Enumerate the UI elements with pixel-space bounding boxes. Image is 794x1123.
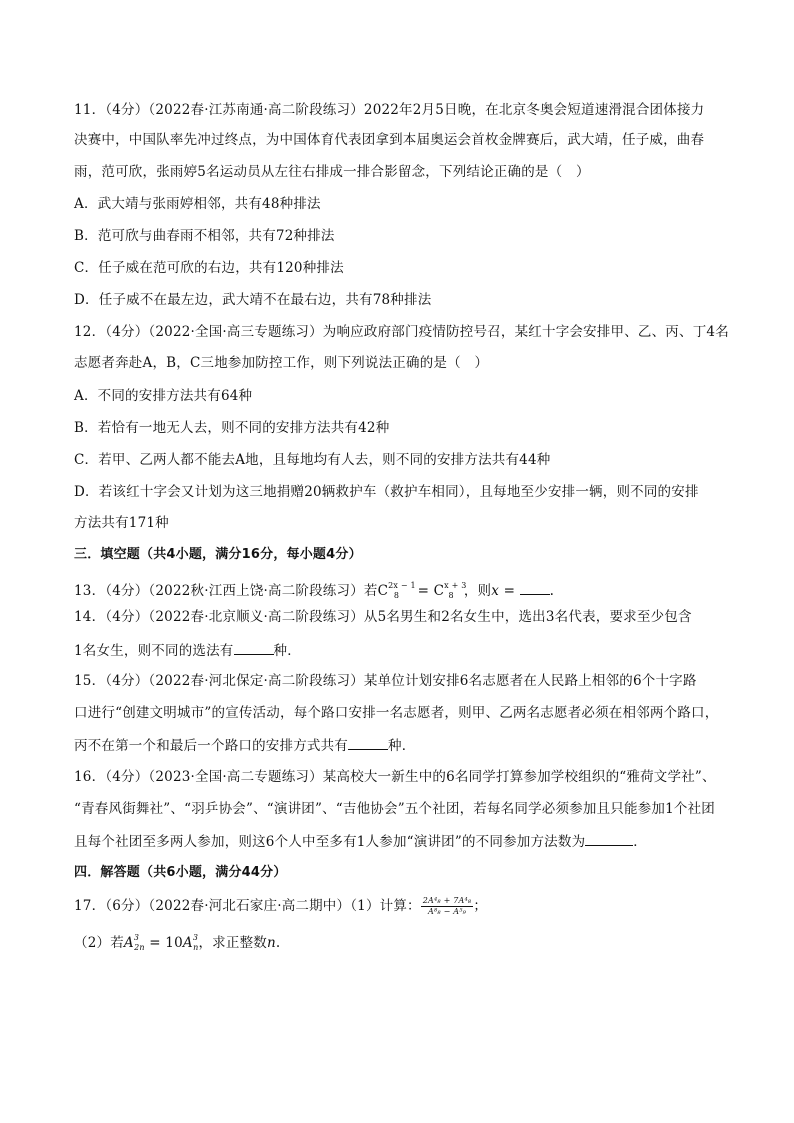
q17-line-2: （2）若$A^3_{2n} = 10A^3_n$，求正整数n. xyxy=(74,933,281,952)
q16-line-3: 且每个社团至多两人参加，则这6个人中至多有1人参加“演讲团”的不同参加方法数为 ． xyxy=(74,831,647,852)
q12-option-a: A．不同的安排方法共有64种 xyxy=(74,388,253,404)
q17-fraction: $\frac{\text{2A⁴₈ + 7A⁴₈}}{\text{A⁸₈ − A⁵₉}}$ xyxy=(422,896,472,916)
q15-answer-blank xyxy=(348,735,388,750)
q12-line-2: 志愿者奔赴A，B，C三地参加防控工作，则下列说法正确的是（ ） xyxy=(74,355,489,371)
q11-option-c: C．任子威在范可欣的右边，共有120种排法 xyxy=(74,260,344,276)
q11-line-2: 决赛中，中国队率先冲过终点，为中国体育代表团拿到本届奥运会首枚金牌赛后，武大靖，任子威，曲春 xyxy=(74,132,705,148)
q12-option-c: C．若甲、乙两人都不能去A地，且每地均有人去，则不同的安排方法共有44种 xyxy=(74,452,551,468)
q12-line-1: 12．（4分）（2022·全国·高三专题练习）为响应政府部门疫情防控号召，某红十字会安排甲、乙、丙、丁4名 xyxy=(74,324,729,340)
q11-line-1: 11．（4分）（2022春·江苏南通·高二阶段练习）2022年2月5日晚，在北京冬奥会短道速滑混合团体接力 xyxy=(74,102,705,118)
q11-option-d: D．任子威不在最左边，武大靖不在最右边，共有78种排法 xyxy=(74,292,432,308)
q12-option-d-line-1: D．若该红十字会又计划为这三地捐赠20辆救护车（救护车相同），且每地至少安排一辆，则不同的安排 xyxy=(74,484,699,500)
q12-option-d-line-2: 方法共有171种 xyxy=(74,515,169,531)
q16-answer-blank xyxy=(585,831,633,846)
q15-line-1: 15．（4分）（2022春·河北保定·高二阶段练习）某单位计划安排6名志愿者在人民路上相邻的6个十字路 xyxy=(74,673,697,689)
q14-answer-blank xyxy=(234,640,274,655)
q14-line-1: 14．（4分）（2022春·北京顺义·高二阶段练习）从5名男生和2名女生中，选出3名代表，要求至少包含 xyxy=(74,609,692,625)
section-3-heading: 三．填空题（共4小题，满分16分，每小题4分） xyxy=(74,547,362,562)
q15-line-3: 丙不在第一个和最后一个路口的安排方式共有 种． xyxy=(74,735,415,756)
q17-arrangement-2: $A^3_n$ xyxy=(182,933,199,952)
q11-line-3: 雨，范可欣，张雨婷5名运动员从左往右排成一排合影留念，下列结论正确的是（ ） xyxy=(74,164,590,180)
q16-line-1: 16．（4分）（2023·全国·高二专题练习）某高校大一新生中的6名同学打算参加学校组织的“雅荷文学社”、 xyxy=(74,769,716,785)
q13-answer-blank xyxy=(520,580,550,595)
q13-combination-2: $C^{x + 3}_8$ xyxy=(433,581,467,600)
q13-line: 13．（4分）（2022秋·江西上饶·高二阶段练习）若$C^{2x - 1}_8 = C^{x + 3}_8$ ，则x = . xyxy=(74,581,555,600)
q17-line-1: 17．（6分）（2022春·河北石家庄·高二期中）（1）计算： $\frac{\text{2A⁴₈ + 7A⁴₈}}{\text{A⁸₈ − A⁵₉}}$ ； xyxy=(74,896,488,916)
q16-line-2: “青春风街舞社”、“羽乒协会”、“演讲团”、“吉他协会”五个社团，若每名同学必须参加且只能参加1个社团 xyxy=(74,801,716,817)
q13-combination-1: $C^{2x - 1}_8$ xyxy=(377,581,416,600)
q17-arrangement-1: $A^3_{2n}$ xyxy=(123,933,145,952)
q11-option-a: A．武大靖与张雨婷相邻，共有48种排法 xyxy=(74,196,321,212)
q15-line-2: 口进行“创建文明城市”的宣传活动，每个路口安排一名志愿者，则甲、乙两名志愿者必须在相邻两个路口， xyxy=(74,705,719,721)
q14-line-2: 1名女生，则不同的选法有 种． xyxy=(74,640,301,661)
q13-prefix: 13．（4分）（2022秋·江西上饶·高二阶段练习）若 xyxy=(74,583,378,599)
section-4-heading: 四．解答题（共6小题，满分44分） xyxy=(74,865,287,880)
q11-option-b: B．范可欣与曲春雨不相邻，共有72种排法 xyxy=(74,228,335,244)
q12-option-b: B．若恰有一地无人去，则不同的安排方法共有42种 xyxy=(74,420,390,436)
